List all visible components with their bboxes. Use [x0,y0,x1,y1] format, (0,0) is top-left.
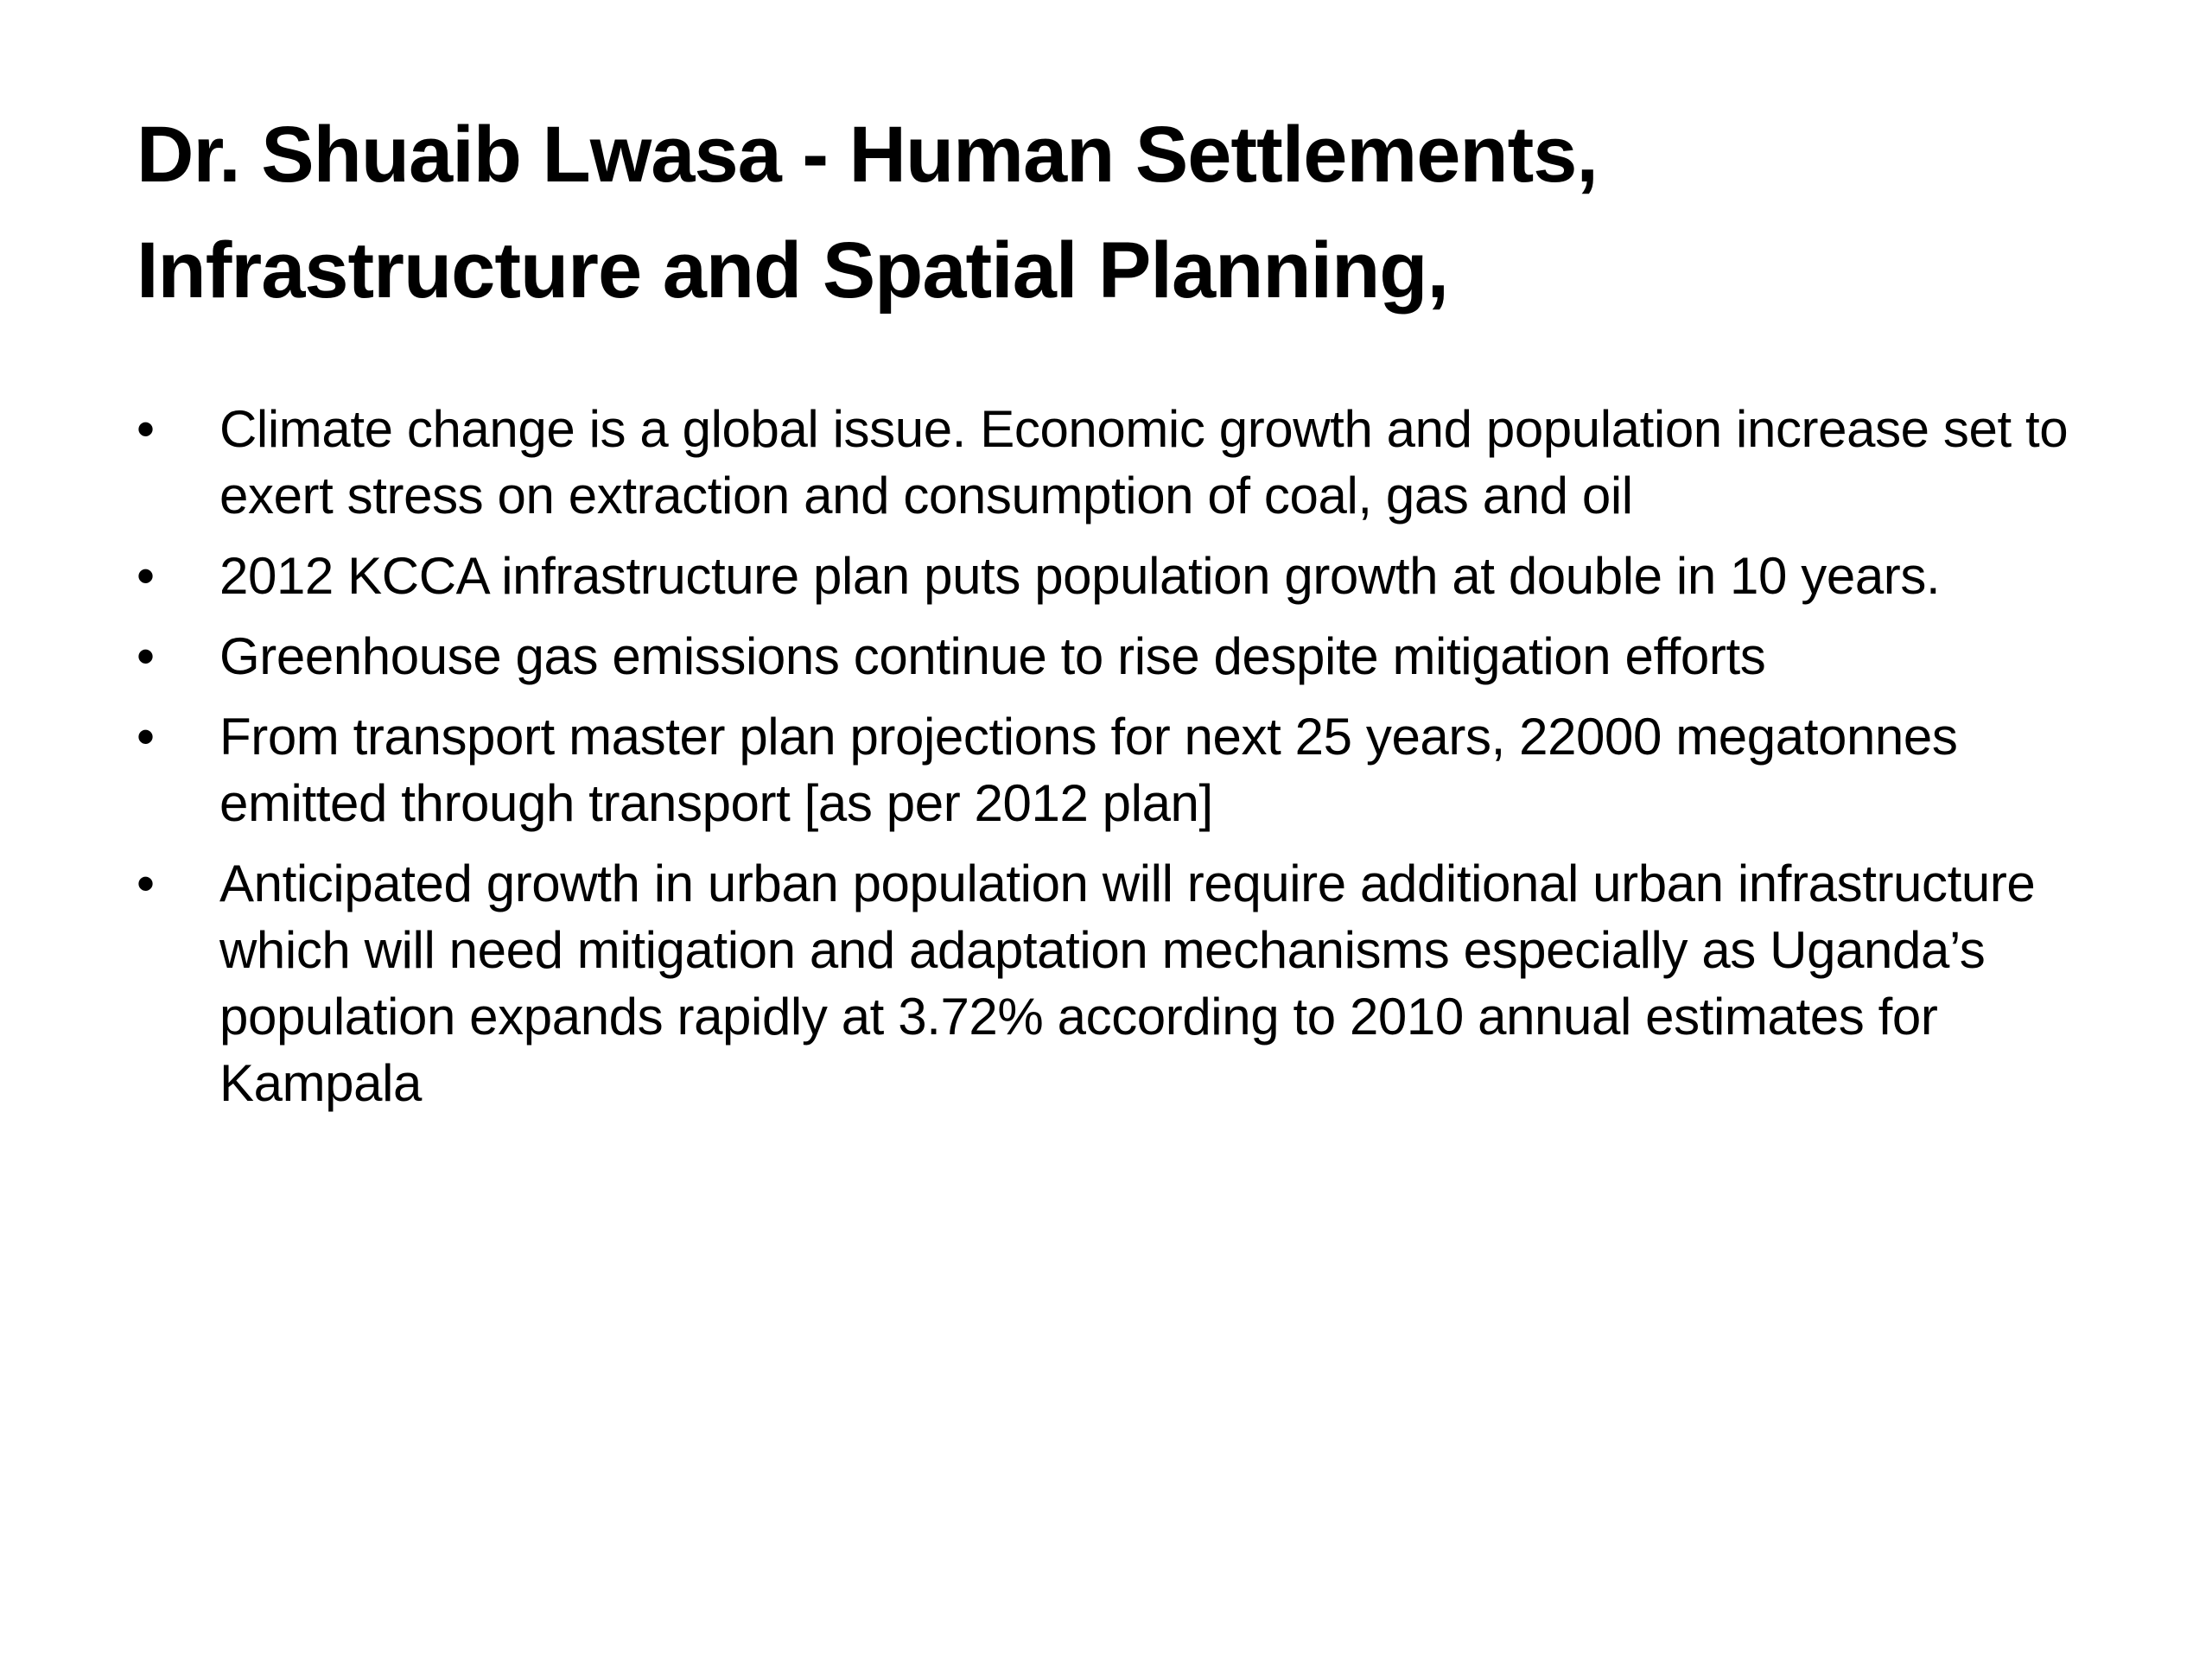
bullet-icon: • [137,547,155,605]
bullet-icon: • [137,400,155,458]
bullet-item [137,850,2124,1116]
bullet-text: Greenhouse gas emissions continue to rise despite mitigation efforts [219,627,1766,685]
bullet-text: Anticipated growth in urban population will require additional urban infrastructure which will need mitigation and adaptation mechanisms especially as Uganda’s population expands rapidly at 3.72% according to 2010 annual estimates for Kampala [219,855,2036,1112]
bullet-text: From transport master plan projections for next 25 years, 22000 megatonnes emitted through transport [as per 2012 plan] [219,708,1958,832]
bullet-item [137,396,2124,529]
bullet-list [137,396,2124,1130]
bullet-item [137,623,2124,690]
bullet-icon: • [137,627,155,685]
slide-title-line-2: Infrastructure and Spatial Planning, [137,226,1449,315]
slide-title [137,97,2107,328]
bullet-item [137,543,2124,609]
bullet-text: Climate change is a global issue. Economic growth and population increase set to exert stress on extraction and consumption of coal, gas and oil [219,400,2069,524]
bullet-text: 2012 KCCA infrastructure plan puts population growth at double in 10 years. [219,547,1941,605]
bullet-icon: • [137,855,155,912]
bullet-icon: • [137,708,155,766]
bullet-item [137,703,2124,836]
slide-title-line-1: Dr. Shuaib Lwasa - Human Settlements, [137,111,1598,199]
